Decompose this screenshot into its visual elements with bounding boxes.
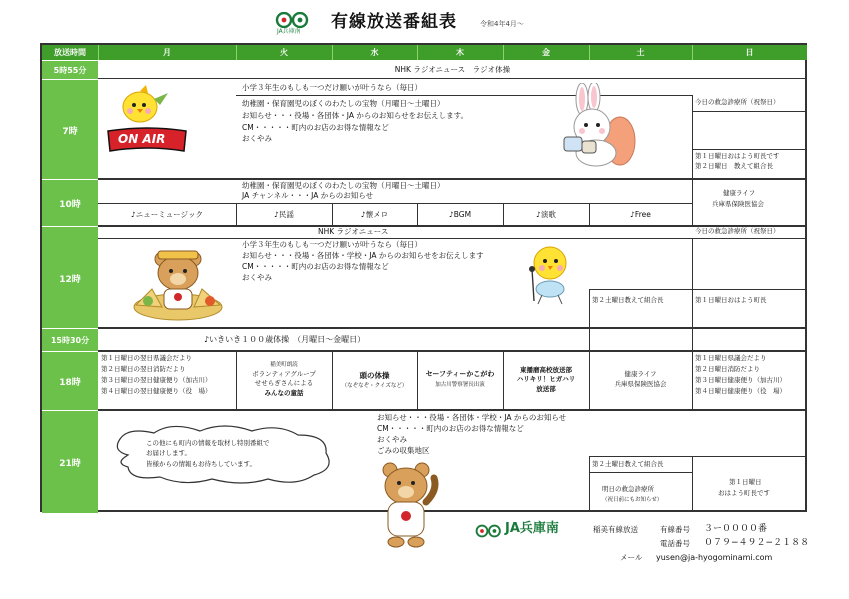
r18-mon-4: 第４日曜日の翌日健康便り（役 場） (101, 387, 212, 395)
footer-mail[interactable]: yusen@ja-hyogominami.com (656, 553, 773, 562)
r10-genre-thu: ♪BGM (448, 209, 472, 219)
r12-sun-top: 今日の救急診療所（祝祭日） (695, 227, 780, 235)
r12-line0: NHK ラジオニュース (318, 227, 389, 236)
r18-sun-4: 第４日曜日健康便り（役 場） (695, 387, 786, 395)
r10-genre-tue: ♪民謡 (274, 209, 294, 219)
footer-station: 稲美有線放送 (593, 525, 638, 534)
r12-line1: 小学３年生のもしも一つだけ願いが叶うなら（毎日） (242, 240, 422, 249)
footer-phone-label: 電話番号 (660, 539, 690, 548)
r7-line5: おくやみ (242, 134, 272, 143)
footer-mail-label: メール (620, 553, 643, 562)
r7-sun-b1: 第１日曜日おはよう町長です (695, 152, 780, 160)
r21-line2: CM・・・・・町内のお店のお得な情報など (377, 424, 524, 433)
r10-genre-fri: ♪演歌 (536, 209, 556, 219)
r12-line2: お知らせ・・・役場・各団体・学校・JA からのお知らせをお伝えします (242, 251, 484, 260)
r21-cloud-2: お届けします。 (146, 449, 191, 457)
r21-sun1: 第１日曜日 (729, 478, 762, 486)
footer-logo-text: JA兵庫南 (505, 521, 559, 536)
r10-line2: JA チャンネル・・・JA からのお知らせ (242, 191, 374, 200)
r10-genre-mon: ♪ニューミュージック (131, 209, 203, 219)
header-thu: 木 (417, 45, 504, 60)
r21-cloud-3: 皆様からの情報もお待ちしています。 (146, 460, 256, 468)
r21-sat2b: （祝日前にもお知らせ） (602, 497, 663, 503)
program-0555: NHK ラジオニュース ラジオ体操 (394, 64, 511, 74)
r21-sat1: 第２土曜日教えて組合長 (592, 460, 664, 468)
footer-phone: ０７９−４９２−２１８８ (704, 538, 810, 548)
r18-sun-2: 第２日曜日消防だより (695, 365, 760, 373)
footer-logo (475, 522, 585, 540)
r21-sun2: おはよう町長です (718, 489, 770, 497)
r12-line4: おくやみ (242, 273, 272, 282)
speech-cloud-shape (108, 423, 338, 487)
r18-wed: 頭の体操 （なぞなぞ・クイズなど） (341, 370, 408, 389)
r18-mon-3: 第３日曜日の翌日健康便り（加古川） (101, 376, 212, 384)
header-tue: 火 (236, 45, 333, 60)
r10-sun1: 健康ライフ (723, 189, 756, 197)
program-1530: ♪いきいき１００歳体操 （月曜日〜金曜日） (204, 335, 366, 344)
r10-sun2: 兵庫県保険医協会 (712, 200, 764, 208)
r10-genre-wed: ♪懐メロ (360, 209, 389, 219)
page-title: 有線放送番組表 (331, 12, 457, 32)
r18-sun-3: 第３日曜日健康便り（加古川） (695, 376, 786, 384)
r12-sun: 第１日曜日おはよう町長 (695, 296, 767, 304)
r21-line4: ごみの収集地区 (377, 446, 430, 455)
r7-line1: 小学３年生のもしも一つだけ願いが叶うなら（毎日） (242, 83, 422, 92)
rabbit-illustration (562, 83, 636, 169)
r7-line2: 幼稚園・保育園児のぼくのわたしの宝物（月曜日〜土曜日） (242, 99, 445, 108)
time-7: 7時 (42, 79, 98, 180)
r18-thu: セーフティーかこがわ 加古川警察署長出演 (425, 370, 495, 389)
r7-sun-b2: 第２日曜日 教えて組合長 (695, 162, 773, 170)
header-sat: 土 (589, 45, 693, 60)
time-18: 18時 (42, 351, 98, 411)
r12-sat: 第２土曜日教えて組合長 (592, 296, 664, 304)
time-12: 12時 (42, 226, 98, 329)
on-air-sign: ON AIR (104, 125, 190, 155)
r18-tue: 稲美町朗読 ボランティアグループ せせらぎさんによる みんなの童話 (252, 362, 316, 397)
r10-line1: 幼稚園・保育園児のぼくのわたしの宝物（月曜日〜土曜日） (242, 181, 445, 190)
header-sun: 日 (745, 48, 754, 57)
r12-line3: CM・・・・・町内のお店のお得な情報など (242, 262, 389, 271)
r18-fri: 東播磨高校放送部 ハリキリ！ヒガハリ 放送部 (516, 365, 576, 393)
r7-line4: CM・・・・・町内のお店のお得な情報など (242, 123, 389, 132)
ja-logo (266, 12, 320, 38)
r21-cloud-1: この他にも町内の情報を取材し特別番組で (146, 439, 270, 447)
header-wed: 水 (332, 45, 418, 60)
r18-mon-2: 第２日曜日の翌日消防だより (101, 365, 186, 373)
footer-station-no: ３ー００００番 (704, 524, 768, 534)
r18-sun-1: 第１日曜日県議会だより (695, 354, 767, 362)
header-time: 放送時間 (42, 45, 99, 60)
header-mon: 月 (98, 45, 237, 60)
r18-sat: 健康ライフ 兵庫県保険医協会 (614, 370, 667, 388)
r7-sun-top: 今日の救急診療所（祝祭日） (695, 98, 780, 106)
time-10: 10時 (42, 179, 98, 227)
r21-line1: お知らせ・・・役場・各団体・学校・JA からのお知らせ (377, 413, 567, 422)
title-date: 令和4年4月〜 (480, 20, 524, 28)
footer-station-no-label: 有線番号 (660, 525, 690, 534)
bear-waving-illustration (372, 458, 444, 550)
time-0555: 5時55分 (42, 60, 98, 80)
r21-sat2a: 明日の救急診療所 (602, 485, 654, 493)
header-fri: 金 (503, 45, 590, 60)
time-21: 21時 (42, 410, 98, 513)
schedule-table (40, 43, 807, 512)
r7-line3: お知らせ・・・役場・各団体・JA からのお知らせをお伝えします。 (242, 111, 469, 120)
r21-line3: おくやみ (377, 435, 407, 444)
time-1530: 15時30分 (42, 328, 98, 352)
r10-genre-sat: ♪Free (630, 209, 651, 219)
bear-harvest-illustration (132, 245, 224, 321)
logo-text: JA兵庫南 (277, 28, 301, 35)
r18-mon-1: 第１日曜日の翌日県議会だより (101, 354, 192, 362)
bird-illustration (110, 83, 170, 127)
chick-microphone-illustration (520, 241, 576, 305)
